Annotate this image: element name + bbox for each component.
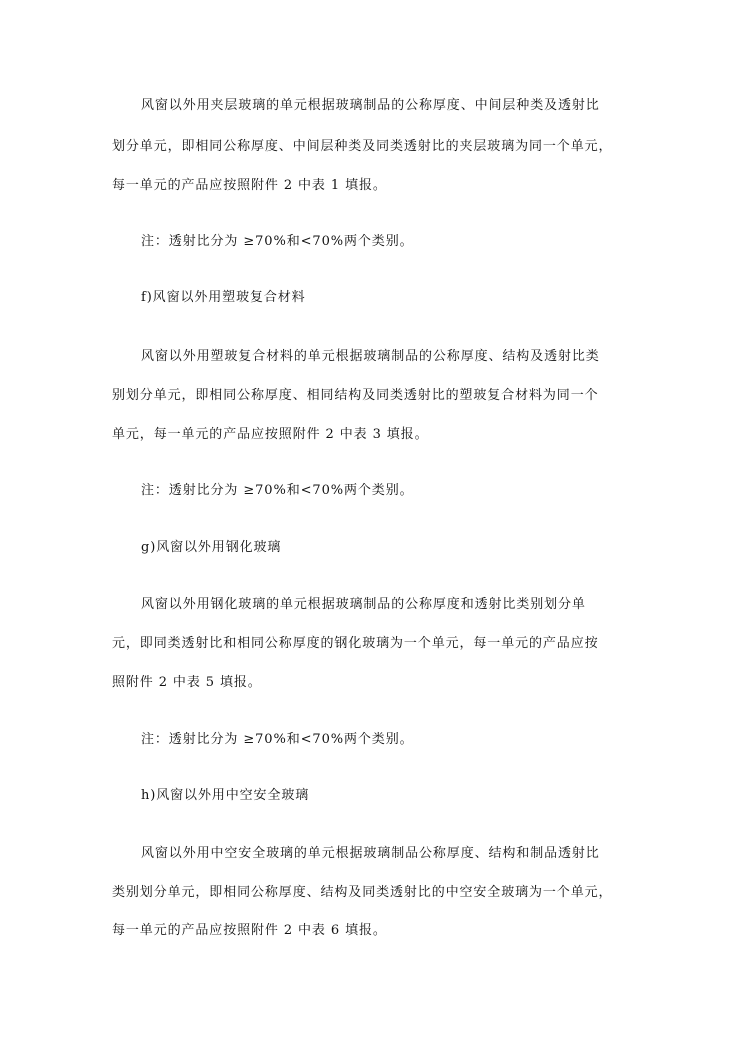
note-transmittance-1: 注：透射比分为 ≥70%和<70%两个类别。	[141, 234, 414, 249]
paragraph-laminated-line-3: 每一单元的产品应按照附件 2 中表 1 填报。	[112, 178, 387, 193]
paragraph-tempered-line-2: 元，即同类透射比和相同公称厚度的钢化玻璃为一个单元，每一单元的产品应按	[112, 636, 599, 651]
section-heading-h: h)风窗以外用中空安全玻璃	[141, 788, 310, 803]
section-heading-f: f)风窗以外用塑玻复合材料	[141, 290, 306, 305]
paragraph-insulating-line-3: 每一单元的产品应按照附件 2 中表 6 填报。	[112, 923, 387, 938]
paragraph-tempered-line-1: 风窗以外用钢化玻璃的单元根据玻璃制品的公称厚度和透射比类别划分单	[141, 597, 586, 612]
paragraph-insulating-line-1: 风窗以外用中空安全玻璃的单元根据玻璃制品公称厚度、结构和制品透射比	[141, 846, 600, 861]
section-heading-g: g)风窗以外用钢化玻璃	[141, 540, 282, 555]
note-transmittance-2: 注：透射比分为 ≥70%和<70%两个类别。	[141, 483, 414, 498]
paragraph-tempered-line-3: 照附件 2 中表 5 填报。	[112, 675, 262, 690]
paragraph-composite-line-2: 别划分单元，即相同公称厚度、相同结构及同类透射比的塑玻复合材料为同一个	[112, 388, 599, 403]
paragraph-composite-line-1: 风窗以外用塑玻复合材料的单元根据玻璃制品的公称厚度、结构及透射比类	[141, 349, 600, 364]
paragraph-composite-line-3: 单元，每一单元的产品应按照附件 2 中表 3 填报。	[112, 427, 429, 442]
note-transmittance-3: 注：透射比分为 ≥70%和<70%两个类别。	[141, 732, 414, 747]
paragraph-laminated-line-1: 风窗以外用夹层玻璃的单元根据玻璃制品的公称厚度、中间层种类及透射比	[141, 98, 600, 113]
paragraph-laminated-line-2: 划分单元，即相同公称厚度、中间层种类及同类透射比的夹层玻璃为同一个单元，	[112, 139, 613, 154]
paragraph-insulating-line-2: 类别划分单元，即相同公称厚度、结构及同类透射比的中空安全玻璃为一个单元，	[112, 885, 613, 900]
